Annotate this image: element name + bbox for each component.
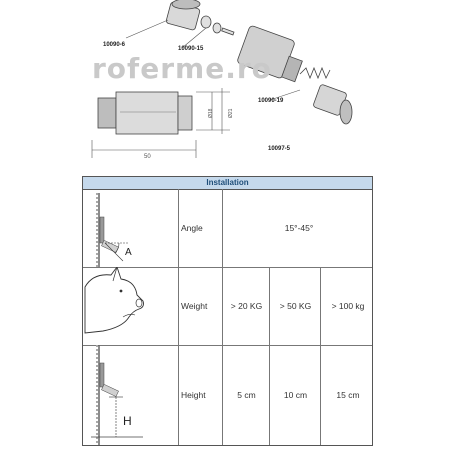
height-symbol: H xyxy=(123,414,132,428)
height-illustration xyxy=(83,345,178,445)
washer-part xyxy=(201,16,234,35)
watermark: roferme.ro xyxy=(92,52,272,85)
drinker-drawing-svg xyxy=(0,0,450,172)
diameter-18-label: Ø18 xyxy=(208,108,214,118)
angle-illustration xyxy=(83,189,178,267)
assembled-drinker xyxy=(98,92,192,134)
angle-value: 15°-45° xyxy=(222,189,375,267)
height-label: Height xyxy=(178,345,222,445)
part-label-10090-6: 10090-6 xyxy=(103,42,126,48)
weight-row xyxy=(83,267,372,346)
angle-label: Angle xyxy=(178,189,222,267)
angle-row xyxy=(83,189,372,268)
weight-value-100kg: > 100 kg xyxy=(320,267,375,345)
angle-symbol: A xyxy=(125,247,132,258)
weight-label: Weight xyxy=(178,267,222,345)
installation-header: Installation xyxy=(83,177,372,190)
height-value-5cm: 5 cm xyxy=(222,345,270,445)
part-label-10097-5: 10097-5 xyxy=(268,146,291,152)
cap-part xyxy=(166,0,201,31)
height-value-10cm: 10 cm xyxy=(269,345,321,445)
height-value-15cm: 15 cm xyxy=(320,345,375,445)
installation-table xyxy=(82,176,373,446)
nozzle-part xyxy=(313,84,352,124)
spring-part xyxy=(300,68,330,78)
weight-value-50kg: > 50 KG xyxy=(269,267,321,345)
pig-illustration xyxy=(83,267,178,345)
part-label-10090-19: 10090-19 xyxy=(258,98,284,104)
height-row xyxy=(83,345,372,445)
length-dimension: 50 xyxy=(144,154,151,160)
weight-value-20kg: > 20 KG xyxy=(222,267,270,345)
diameter-21-label: Ø21 xyxy=(228,108,234,118)
technical-drawing xyxy=(0,0,450,172)
part-label-10090-15: 10090-15 xyxy=(178,46,204,52)
